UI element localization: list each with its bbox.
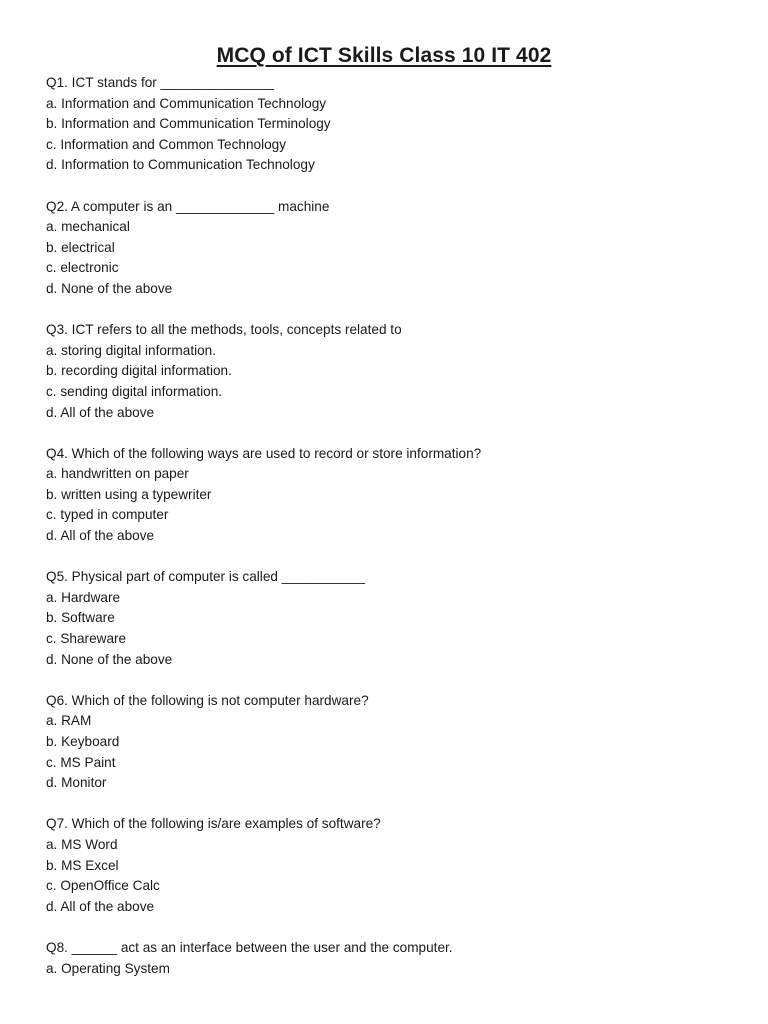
option-b: b. Software — [46, 610, 115, 626]
option-a: a. Operating System — [46, 960, 170, 976]
question-text: Q4. Which of the following ways are used to record or store information? — [46, 445, 482, 461]
question-block-4 — [46, 444, 736, 547]
option-c: c. Information and Common Technology — [46, 136, 287, 152]
question-block-7 — [46, 814, 736, 917]
option-a: a. MS Word — [46, 836, 118, 852]
question-block-1 — [46, 73, 736, 176]
option-a: a. storing digital information. — [46, 342, 217, 358]
question-text: Q5. Physical part of computer is called ___________ — [46, 569, 365, 585]
option-c: c. OpenOffice Calc — [46, 878, 160, 894]
option-a: a. mechanical — [46, 219, 130, 235]
option-c: c. typed in computer — [46, 507, 169, 523]
option-c: c. Shareware — [46, 631, 127, 647]
option-a: a. handwritten on paper — [46, 466, 189, 482]
question-list — [46, 73, 736, 1000]
option-d: d. Monitor — [46, 775, 107, 791]
option-a: a. Information and Communication Technology — [46, 95, 327, 111]
option-a: a. Hardware — [46, 589, 121, 605]
option-d: d. None of the above — [46, 280, 173, 296]
question-block-2 — [46, 197, 736, 300]
option-d: d. All of the above — [46, 898, 155, 914]
question-text: Q6. Which of the following is not computer hardware? — [46, 692, 369, 708]
question-text: Q3. ICT refers to all the methods, tools, concepts related to — [46, 322, 402, 338]
option-d: d. Information to Communication Technology — [46, 157, 315, 173]
question-text: Q8. ______ act as an interface between the user and the computer. — [46, 939, 453, 955]
option-d: d. None of the above — [46, 651, 173, 667]
question-text: Q2. A computer is an _____________ machine — [46, 198, 330, 214]
option-d: d. All of the above — [46, 404, 155, 420]
question-text: Q1. ICT stands for _______________ — [46, 75, 274, 90]
page-title: MCQ of ICT Skills Class 10 IT 402 — [216, 44, 552, 67]
option-c: c. sending digital information. — [46, 383, 223, 399]
option-b: b. MS Excel — [46, 857, 119, 873]
question-block-6 — [46, 691, 736, 794]
option-d: d. All of the above — [46, 528, 155, 544]
option-b: b. Keyboard — [46, 734, 120, 749]
question-text: Q7. Which of the following is/are examples of software? — [46, 816, 381, 832]
option-a: a. RAM — [46, 713, 92, 729]
option-c: c. electronic — [46, 260, 119, 276]
option-b: b. Information and Communication Terminology — [46, 116, 331, 132]
option-b: b. written using a typewriter — [46, 486, 212, 502]
option-b: b. electrical — [46, 239, 115, 255]
question-block-3 — [46, 320, 736, 423]
question-block-5 — [46, 567, 736, 670]
option-c: c. MS Paint — [46, 754, 116, 770]
question-block-8 — [46, 938, 736, 979]
option-b: b. recording digital information. — [46, 363, 232, 379]
